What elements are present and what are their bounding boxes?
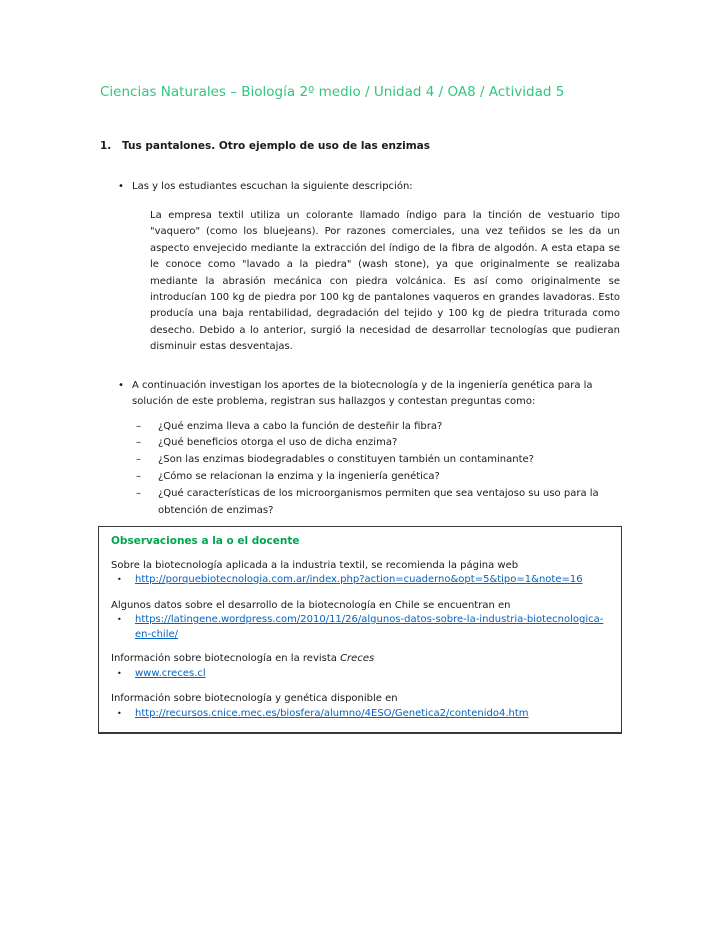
list-item-question: [136, 435, 622, 452]
observations-label: Información sobre biotecnología y genética disponible en: [111, 693, 398, 704]
instruction-text: Las y los estudiantes escuchan la siguiente descripción:: [132, 181, 413, 192]
bullet-icon: [118, 179, 132, 195]
dash-icon: [136, 469, 158, 486]
question-text: ¿Qué beneficios otorga el uso de dicha enzima?: [158, 437, 398, 449]
link-porquebiotecnologia[interactable]: http://porquebiotecnologia.com.ar/index.php?action=cuaderno&opt=5&tipo=1&note=16: [135, 574, 583, 585]
dash-icon: [136, 452, 158, 469]
list-item-question: [136, 469, 622, 486]
instruction-text: A continuación investigan los aportes de la biotecnología y de la ingeniería genética para la solución de este problema, registran sus hallazgos y contestan preguntas como:: [132, 379, 593, 407]
bullet-icon: [117, 613, 135, 642]
activity-heading: [100, 139, 622, 153]
bullet-icon: [117, 667, 135, 683]
question-text: ¿Qué enzima lleva a cabo la función de desteñir la fibra?: [158, 420, 443, 432]
observations-group-creces: [111, 652, 609, 682]
observations-label: Sobre la biotecnología aplicada a la industria textil, se recomienda la página web: [111, 559, 519, 571]
page-title: Ciencias Naturales – Biología 2º medio / Unidad 4 / OA8 / Actividad 5: [100, 84, 565, 100]
observations-group-chile: [111, 599, 609, 643]
dash-icon: [136, 435, 158, 452]
list-item-link: [117, 707, 609, 723]
observations-title: Observaciones a la o el docente: [111, 535, 300, 547]
bullet-icon: [117, 573, 135, 589]
activity-title: Tus pantalones. Otro ejemplo de uso de las enzimas: [122, 140, 430, 152]
bullet-item-instruction-1: [118, 179, 622, 195]
teacher-observations-box: [98, 526, 622, 734]
list-item-question: [136, 486, 622, 520]
observations-group-textil: [111, 559, 609, 589]
question-text: ¿Son las enzimas biodegradables o constituyen también un contaminante?: [158, 454, 534, 466]
observations-label: Algunos datos sobre el desarrollo de la biotecnología en Chile se encuentran en: [111, 599, 511, 611]
dash-icon: [136, 486, 158, 520]
list-item-link: [117, 613, 609, 642]
question-text: ¿Cómo se relacionan la enzima y la ingeniería genética?: [158, 471, 440, 483]
question-list: [136, 419, 622, 520]
bullet-item-instruction-2: [118, 378, 622, 410]
link-latingene[interactable]: https://latingene.wordpress.com/2010/11/26/algunos-datos-sobre-la-industria-biotecnologica-en-chile/: [135, 614, 604, 640]
journal-name: Creces: [340, 653, 375, 664]
question-text: ¿Qué características de los microorganismos permiten que sea ventajoso su uso para la obtención de enzimas?: [158, 487, 599, 516]
activity-number: 1.: [100, 140, 112, 152]
bullet-icon: [117, 707, 135, 723]
list-item-question: [136, 452, 622, 469]
description-paragraph: La empresa textil utiliza un colorante llamado índigo para la tinción de vestuario tipo "vaquero" (como los bluejeans). Por razones comerciales, una vez teñidos se les da un aspecto envejecido mediante la extracción del índigo de la fibra de algodón. A esta etapa se le conoce como "lavado a la piedra" (wash stone), ya que originalmente se realizaba mediante la abrasión mecánica con piedra volcánica. Es así como originalmente se introducían 100 kg de piedra por 100 kg de pantalones vaqueros en grandes lavadoras. Esto producía una baja rentabilidad, degradación del tejido y 100 kg de piedra triturada como desecho. Debido a lo anterior, surgió la necesidad de desarrollar tecnologías que pudieran disminuir estas desventajas.: [150, 210, 620, 353]
link-recursos-cnice[interactable]: http://recursos.cnice.mec.es/biosfera/alumno/4ESO/Genetica2/contenido4.htm: [135, 707, 529, 719]
observations-group-genetica: [111, 692, 609, 722]
link-creces[interactable]: www.creces.cl: [135, 667, 206, 679]
list-item-link: [117, 667, 609, 683]
list-item-question: [136, 419, 622, 436]
list-item-link: [117, 573, 609, 589]
observations-label: Información sobre biotecnología en la revista Creces: [111, 653, 375, 664]
bullet-icon: [118, 378, 132, 410]
dash-icon: [136, 419, 158, 436]
